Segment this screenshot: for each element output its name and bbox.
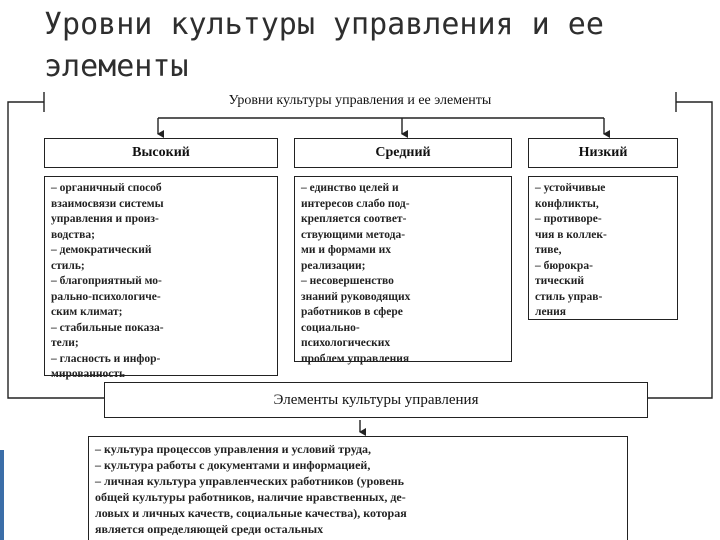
elements-header: Элементы культуры управления (104, 382, 648, 418)
list-item: – единство целей и (301, 182, 399, 194)
level-medium-label: Средний (294, 138, 512, 168)
list-item: интересов слабо под- (301, 197, 410, 210)
list-item: ским климат; (51, 306, 123, 318)
list-item: чия в коллек- (535, 228, 607, 241)
list-item: психологических (301, 337, 391, 349)
list-item: социально- (301, 321, 360, 334)
elements-list (88, 436, 628, 540)
list-item: конфликты, (535, 197, 599, 210)
list-item: – несовершенство (301, 275, 394, 287)
list-item: является определяющей среди остальных (95, 522, 324, 536)
list-item: знаний руководящих (301, 290, 411, 303)
level-high-list (44, 176, 278, 380)
level-medium-list (294, 176, 512, 365)
list-item: – благоприятный мо- (51, 275, 162, 287)
list-item: тиве, (535, 244, 562, 256)
list-item: крепляется соответ- (301, 213, 407, 225)
list-item: работников в сфере (301, 306, 403, 318)
list-item: ствующими методa- (301, 228, 406, 241)
list-item: ловых и личных качеств, социальные качества), которая (95, 506, 407, 520)
list-item: – бюрокра- (535, 259, 593, 272)
list-item: стиль; (51, 259, 85, 272)
list-item: – культура процессов управления и условий труда, (95, 442, 372, 456)
list-item: управления и произ- (51, 213, 159, 225)
list-item: мированность (51, 368, 126, 380)
list-item: стиль управ- (535, 290, 603, 303)
list-item: ми и формами их (301, 244, 391, 256)
list-item: тели; (51, 337, 79, 349)
level-low-label: Низкий (528, 138, 678, 168)
list-item: – противоре- (535, 213, 602, 225)
level-low-list (528, 176, 678, 320)
list-item: общей культуры работников, наличие нравственных, де- (95, 490, 406, 504)
list-item: – устойчивые (535, 182, 606, 194)
top-header: Уровни культуры управления и ее элементы (134, 91, 586, 111)
slide-title: Уровни культуры управления и ее элементы (44, 7, 604, 84)
list-item: проблем управления (301, 352, 410, 365)
list-item: – стабильные показа- (51, 321, 164, 334)
list-item: тический (535, 275, 584, 287)
list-item: – органичный способ (51, 182, 162, 194)
list-item: водства; (51, 228, 95, 241)
list-item: – гласность и инфор- (51, 352, 161, 365)
list-item: рально-психологиче- (51, 290, 161, 303)
list-item: – личная культура управленческих работников (уровень (95, 474, 405, 488)
list-item: ления (535, 306, 567, 318)
list-item: реализации; (301, 259, 366, 272)
slide-accent-bar (0, 450, 4, 540)
level-high-label: Высокий (44, 138, 278, 168)
list-item: – культура работы с документами и информацией, (95, 458, 371, 472)
list-item: – демократический (51, 244, 152, 256)
list-item: взаимосвязи системы (51, 197, 164, 210)
